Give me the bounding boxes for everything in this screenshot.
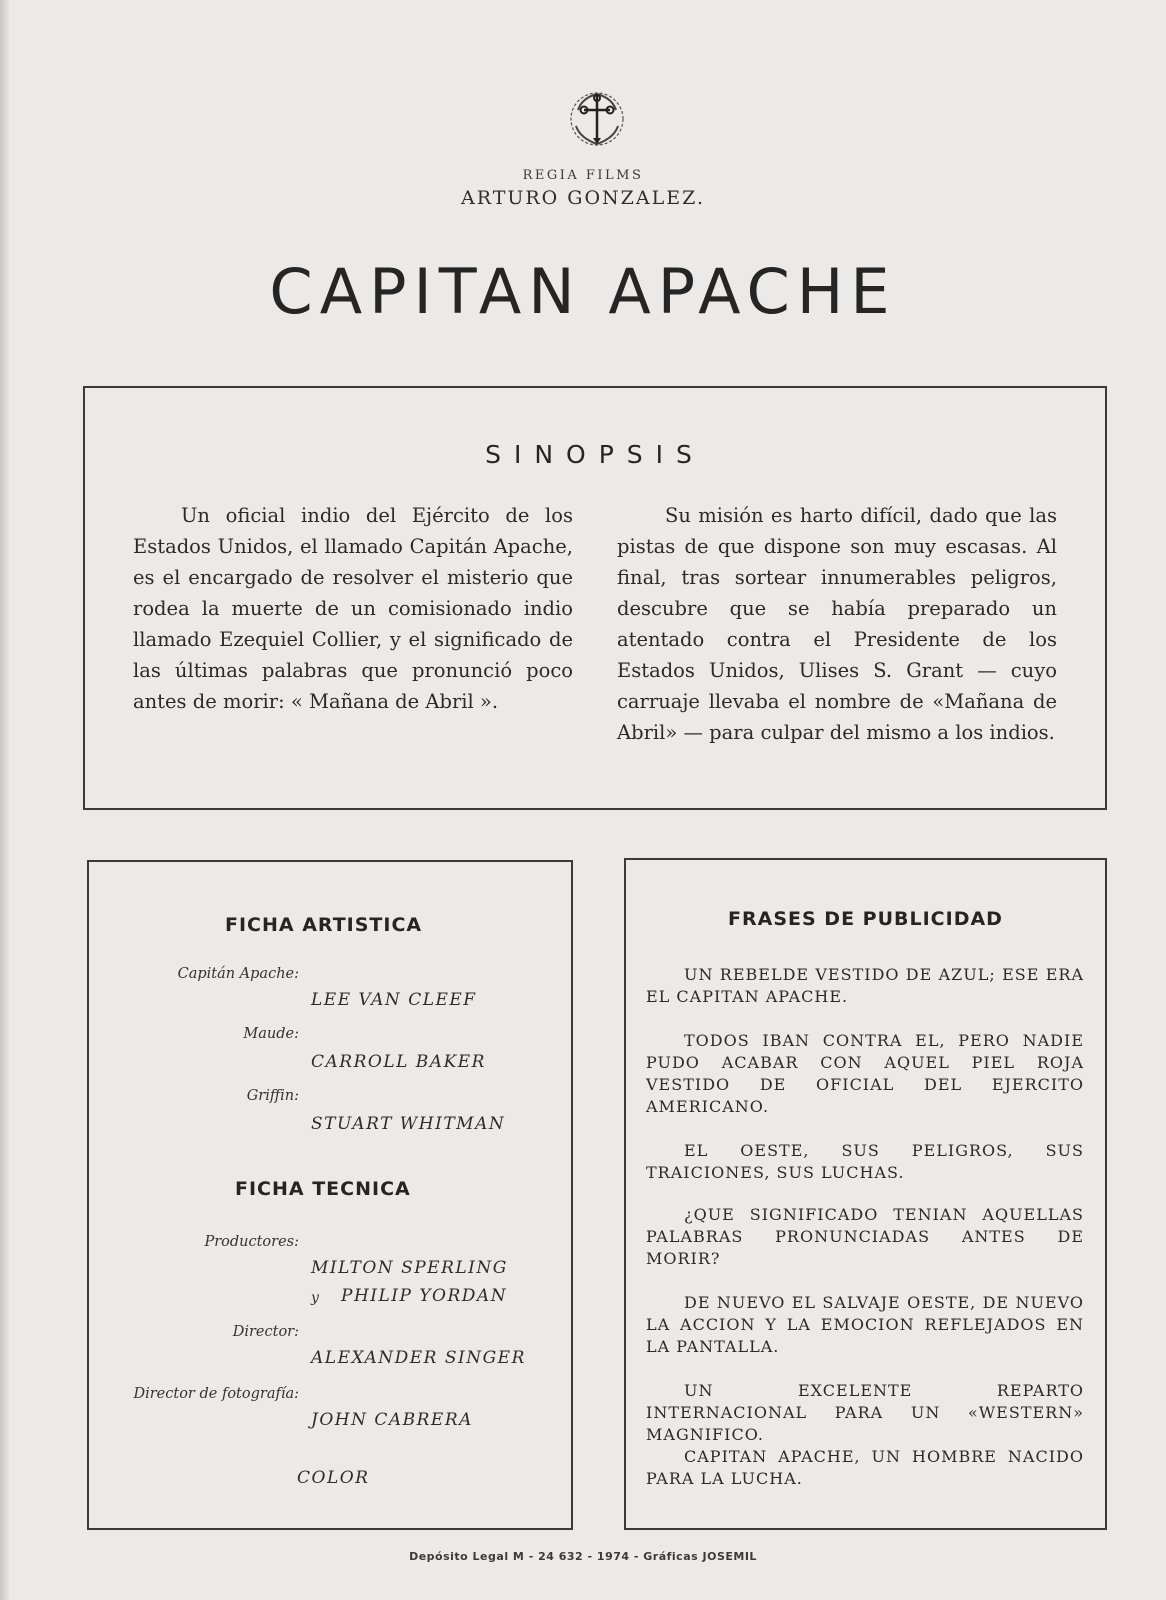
- cast-role: Griffin:: [246, 1088, 299, 1104]
- film-title: CAPITAN APACHE: [269, 255, 897, 328]
- director-name: ALEXANDER SINGER: [311, 1348, 526, 1368]
- director-role: Director:: [232, 1324, 299, 1340]
- regia-films-logo: [564, 86, 630, 152]
- company-name: REGIA FILMS: [522, 168, 644, 183]
- cast-role: Maude:: [243, 1026, 299, 1042]
- photo-role: Director de fotografía:: [133, 1386, 299, 1402]
- photo-name: JOHN CABRERA: [311, 1410, 473, 1430]
- synopsis-heading: SINOPSIS: [485, 440, 705, 469]
- producer-1-name: MILTON SPERLING: [311, 1258, 508, 1278]
- ficha-tecnica-heading: FICHA TECNICA: [235, 1178, 411, 1200]
- frase-item: UN EXCELENTE REPARTO INTERNACIONAL PARA UN «WESTERN» MAGNIFICO.: [646, 1381, 1084, 1444]
- synopsis-paragraph-right: Su misión es harto difícil, dado que las pistas de que dispone son muy escasas. Al final, tras sortear innumerables peligros, descubre que se había preparado un atentado contra el Presidente de los Estados Unidos, Ulises S. Grant — cuyo carruaje llevaba el nombre de «Mañana de Abril» — para culpar del mismo a los indios.: [617, 504, 1057, 744]
- frase-item: DE NUEVO EL SALVAJE OESTE, DE NUEVO LA ACCION Y LA EMOCION REFLEJADOS EN LA PANTALLA.: [646, 1293, 1084, 1356]
- producer-name: ARTURO GONZALEZ.: [461, 187, 705, 209]
- frase-item: UN REBELDE VESTIDO DE AZUL; ESE ERA EL CAPITAN APACHE.: [646, 965, 1084, 1006]
- producers-role: Productores:: [204, 1234, 299, 1250]
- cast-name: LEE VAN CLEEF: [311, 990, 477, 1010]
- cast-name: CARROLL BAKER: [311, 1052, 486, 1072]
- connector: y: [311, 1290, 319, 1306]
- frase-item: TODOS IBAN CONTRA EL, PERO NADIE PUDO ACABAR CON AQUEL PIEL ROJA VESTIDO DE OFICIAL DEL EJERCITO AMERICANO.: [646, 1031, 1084, 1116]
- legal-footer: Depósito Legal M - 24 632 - 1974 - Gráficas JOSEMIL: [409, 1550, 757, 1563]
- producer-2-name: PHILIP YORDAN: [341, 1286, 508, 1306]
- ficha-box: [87, 860, 573, 1530]
- ficha-artistica-heading: FICHA ARTISTICA: [225, 914, 423, 936]
- synopsis-box: [83, 386, 1107, 810]
- color-label: COLOR: [297, 1468, 370, 1488]
- synopsis-paragraph-left: Un oficial indio del Ejército de los Estados Unidos, el llamado Capitán Apache, es el encargado de resolver el misterio que rodea la muerte de un comisionado indio llamado Ezequiel Collier, y el significado de las últimas palabras que pronunció poco antes de morir: « Mañana de Abril ».: [133, 504, 573, 713]
- cast-role: Capitán Apache:: [177, 966, 299, 982]
- frases-box: [624, 858, 1107, 1530]
- frase-item: EL OESTE, SUS PELIGROS, SUS TRAICIONES, SUS LUCHAS.: [646, 1141, 1084, 1182]
- frase-item: ¿QUE SIGNIFICADO TENIAN AQUELLAS PALABRAS PRONUNCIADAS ANTES DE MORIR?: [646, 1205, 1084, 1268]
- frases-heading: FRASES DE PUBLICIDAD: [728, 908, 1003, 930]
- cast-name: STUART WHITMAN: [311, 1114, 506, 1134]
- frase-item: CAPITAN APACHE, UN HOMBRE NACIDO PARA LA LUCHA.: [646, 1447, 1084, 1488]
- paper-edge: [0, 0, 9, 1600]
